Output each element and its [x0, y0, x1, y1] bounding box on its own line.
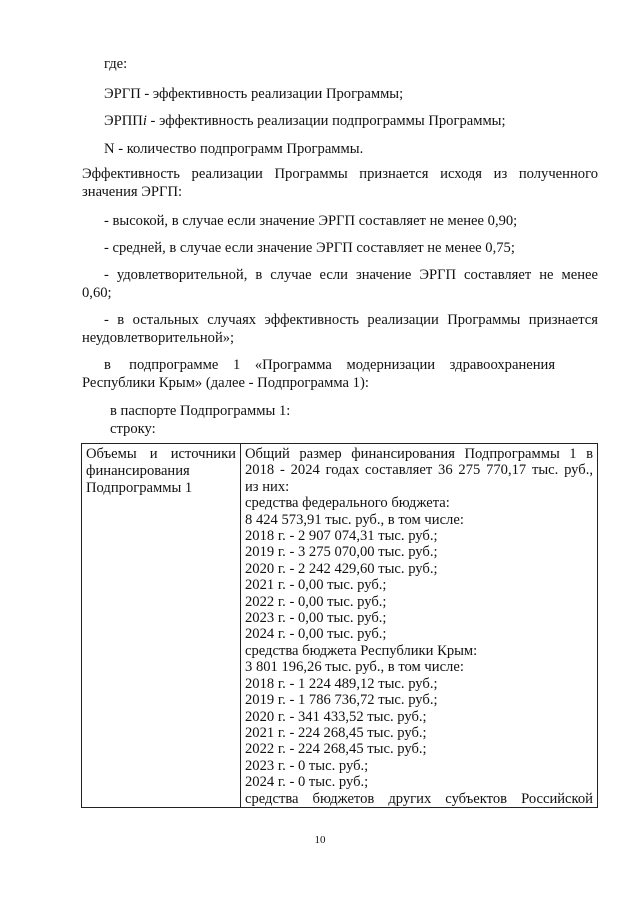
financing-value-line: 2020 г. - 341 433,52 тыс. руб.;: [245, 708, 427, 725]
ergpp-index: i: [142, 113, 147, 129]
financing-value-line: средства бюджета Республики Крым:: [245, 642, 478, 659]
financing-value-line: 2019 г. - 1 786 736,72 тыс. руб.;: [245, 692, 438, 709]
financing-value-line: средства федерального бюджета:: [245, 495, 450, 512]
financing-table: [81, 443, 598, 808]
financing-value-line: 2020 г. - 2 242 429,60 тыс. руб.;: [245, 560, 438, 577]
ergpp-text: - эффективность реализации подпрограммы Программы;: [146, 113, 506, 129]
subprogram-line-1: в подпрограмме 1 «Программа модернизации здравоохранения: [104, 357, 556, 373]
page-number: 10: [314, 834, 326, 846]
financing-value-line: 2023 г. - 0 тыс. руб.;: [245, 757, 369, 774]
ergpp-term: ЭРПП: [104, 113, 143, 129]
row-word-line: строку:: [110, 421, 156, 437]
passport-line: в паспорте Подпрограммы 1:: [110, 403, 291, 419]
financing-label-line: финансирования: [86, 463, 190, 479]
financing-value-line: 2018 - 2024 годах составляет 36 275 770,17 тыс. руб.,: [245, 462, 593, 479]
financing-label-cell: [82, 444, 241, 808]
n-definition: N - количество подпрограмм Программы.: [104, 141, 364, 157]
financing-value-line: 2018 г. - 1 224 489,12 тыс. руб.;: [245, 675, 438, 692]
financing-value-line: 2021 г. - 0,00 тыс. руб.;: [245, 577, 387, 594]
ergpp-definition: [104, 112, 506, 130]
criterion-satisfactory-2: 0,60;: [82, 285, 112, 301]
table-row: [82, 444, 598, 808]
financing-value-line: средства бюджетов других субъектов Российской: [245, 790, 593, 807]
financing-value-line: 2022 г. - 224 268,45 тыс. руб.;: [245, 741, 427, 758]
financing-label-line: Подпрограммы 1: [86, 480, 193, 496]
financing-value-line: из них:: [245, 478, 290, 495]
financing-value-line: 8 424 573,91 тыс. руб., в том числе:: [245, 511, 464, 528]
financing-value-line: 2019 г. - 3 275 070,00 тыс. руб.;: [245, 544, 438, 561]
financing-value-line: 2018 г. - 2 907 074,31 тыс. руб.;: [245, 528, 438, 545]
criterion-high: - высокой, в случае если значение ЭРГП составляет не менее 0,90;: [104, 213, 518, 229]
financing-value-line: 2021 г. - 224 268,45 тыс. руб.;: [245, 724, 427, 741]
financing-value-line: 2022 г. - 0,00 тыс. руб.;: [245, 593, 387, 610]
ergp-definition: ЭРГП - эффективность реализации Программы;: [104, 86, 404, 102]
subprogram-line-2: Республики Крым» (далее - Подпрограмма 1):: [82, 375, 369, 391]
financing-value-line: 3 801 196,26 тыс. руб., в том числе:: [245, 659, 464, 676]
financing-value-line: Общий размер финансирования Подпрограммы 1 в: [245, 446, 593, 462]
criterion-other-1: - в остальных случаях эффективность реализации Программы признается: [104, 312, 598, 328]
where-line: где:: [104, 56, 128, 72]
financing-label-line: Объемы и источники: [86, 446, 236, 462]
financing-value-cell: [241, 444, 598, 808]
financing-value-line: 2024 г. - 0 тыс. руб.;: [245, 774, 369, 791]
criterion-satisfactory-1: - удовлетворительной, в случае если значение ЭРГП составляет не менее: [104, 267, 598, 283]
eff-intro-line-2: значения ЭРГП:: [82, 184, 183, 200]
financing-value-line: 2023 г. - 0,00 тыс. руб.;: [245, 610, 387, 627]
criterion-medium: - средней, в случае если значение ЭРГП составляет не менее 0,75;: [104, 240, 515, 256]
financing-value-line: 2024 г. - 0,00 тыс. руб.;: [245, 626, 387, 643]
eff-intro-line-1: Эффективность реализации Программы признается исходя из полученного: [82, 166, 598, 182]
criterion-other-2: неудовлетворительной»;: [82, 330, 235, 346]
